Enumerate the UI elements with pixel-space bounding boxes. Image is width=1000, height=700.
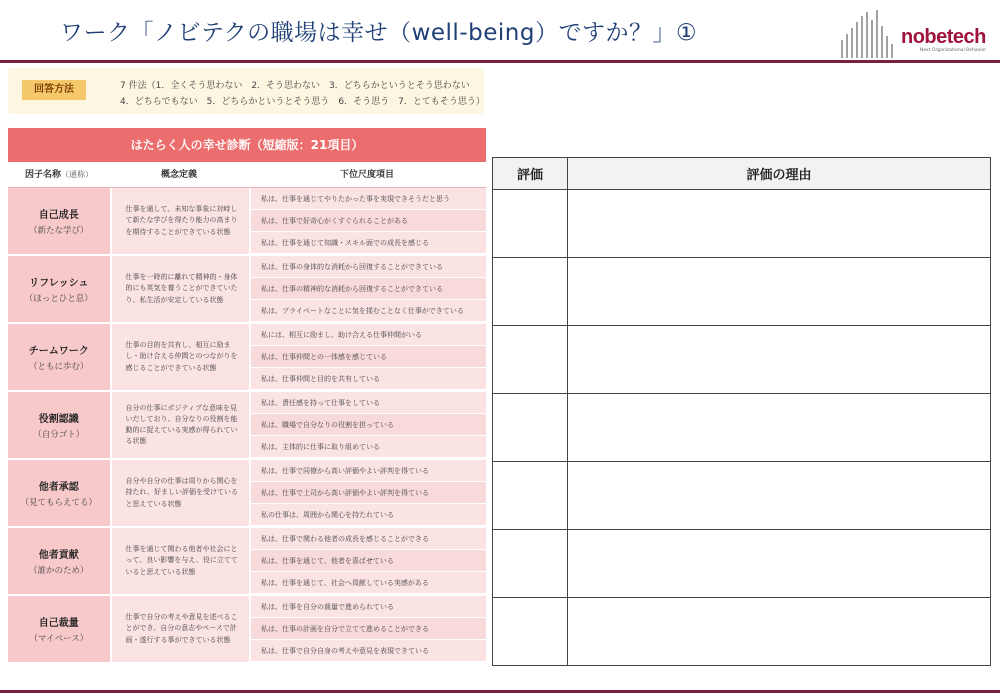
diagnosis-title: はたらく人の幸せ診断（短縮版：21項目） xyxy=(8,128,486,162)
factor-alias: （見てもらえてる） xyxy=(20,498,98,508)
factor-items xyxy=(251,460,486,526)
factor-items xyxy=(251,596,486,662)
factor-item: 私は、プライベートなことに気を揉むことなく仕事ができている xyxy=(251,300,486,322)
factor-name-cell xyxy=(8,324,110,390)
factor-definition: 仕事を一時的に離れて精神的・身体的にも英気を養うことができていたり、私生活が安定している状態 xyxy=(112,256,249,322)
reason-cell[interactable] xyxy=(568,326,991,394)
evaluation-header-row xyxy=(493,158,991,190)
evaluation-table xyxy=(492,157,991,666)
factor-row xyxy=(8,324,486,392)
factor-alias: （ともに歩む） xyxy=(29,362,89,372)
answer-scale-line-2: 4．どちらでもない 5．どちらかというとそう思う 6．そう思う 7．とてもそう思う） xyxy=(120,97,485,107)
reason-cell[interactable] xyxy=(568,462,991,530)
evaluation-row xyxy=(493,326,991,394)
factor-name-cell xyxy=(8,460,110,526)
evaluation-row xyxy=(493,258,991,326)
factor-alias: （誰かのため） xyxy=(29,566,89,576)
factor-row xyxy=(8,528,486,596)
factor-item: 私は、仕事を通じてやりたかった事を実現できそうだと思う xyxy=(251,188,486,210)
header-definition: 概念定義 xyxy=(160,170,197,180)
header-rule xyxy=(0,60,1000,63)
brand-logo xyxy=(838,6,988,58)
factor-item: 私は、仕事を通じて、社会へ貢献している実感がある xyxy=(251,572,486,594)
factor-name: 役割認識 xyxy=(38,414,79,425)
evaluation-row xyxy=(493,530,991,598)
factor-name-cell xyxy=(8,596,110,662)
evaluation-row xyxy=(493,598,991,666)
factor-item: 私は、仕事仲間と目的を共有している xyxy=(251,368,486,390)
factor-row xyxy=(8,596,486,664)
factor-item: 私の仕事は、周囲から関心を持たれている xyxy=(251,504,486,526)
rating-cell[interactable] xyxy=(493,530,568,598)
factor-definition: 仕事の目的を共有し、相互に励まし・助け合える仲間とのつながりを感じることができている状態 xyxy=(112,324,249,390)
factor-items xyxy=(251,392,486,458)
factor-item: 私は、職場で自分なりの役割を担っている xyxy=(251,414,486,436)
diagnosis-header-row xyxy=(8,162,486,188)
reason-header: 評価の理由 xyxy=(568,158,991,190)
happiness-diagnosis-table xyxy=(8,128,486,668)
rating-cell[interactable] xyxy=(493,190,568,258)
factor-name-cell xyxy=(8,528,110,594)
reason-cell[interactable] xyxy=(568,598,991,666)
answer-method-label: 回答方法 xyxy=(22,80,86,100)
reason-cell[interactable] xyxy=(568,190,991,258)
factor-item: 私は、仕事を通じて知識・スキル面での成長を感じる xyxy=(251,232,486,254)
factor-items xyxy=(251,188,486,254)
factor-name: 他者承認 xyxy=(38,482,79,493)
evaluation-row xyxy=(493,462,991,530)
factor-alias: （マイペース） xyxy=(29,634,89,644)
reason-cell[interactable] xyxy=(568,258,991,326)
factor-name: 他者貢献 xyxy=(38,550,79,561)
factor-name: チームワーク xyxy=(28,346,89,357)
rating-cell[interactable] xyxy=(493,326,568,394)
factor-items xyxy=(251,324,486,390)
reason-cell[interactable] xyxy=(568,394,991,462)
factor-row xyxy=(8,188,486,256)
factor-definition: 自分の仕事にポジティブな意味を見いだしており、自分なりの役割を能動的に捉えている実感が得られている状態 xyxy=(112,392,249,458)
factor-row xyxy=(8,460,486,528)
footer-rule xyxy=(0,690,1000,693)
factor-alias: （自分ゴト） xyxy=(33,430,85,440)
answer-scale-line-1: 7 件法（1．全くそう思わない 2．そう思わない 3．どちらかというとそう思わない xyxy=(120,81,470,91)
factor-item: 私は、主体的に仕事に取り組めている xyxy=(251,436,486,458)
factor-item: 私は、仕事を自分の裁量で進められている xyxy=(251,596,486,618)
rating-cell[interactable] xyxy=(493,394,568,462)
factor-item: 私は、責任感を持って仕事をしている xyxy=(251,392,486,414)
factor-item: 私は、仕事で上司から高い評価やよい評判を得ている xyxy=(251,482,486,504)
evaluation-row xyxy=(493,190,991,258)
logo-bars-icon xyxy=(838,6,900,58)
evaluation-row xyxy=(493,394,991,462)
factor-name: リフレッシュ xyxy=(29,278,89,289)
factor-definition: 仕事を通して、未知な事象に対峙して新たな学びを得たり能力の高まりを期待することができている状態 xyxy=(112,188,249,254)
factor-item: 私には、相互に励まし、助け合える仕事仲間がいる xyxy=(251,324,486,346)
factor-item: 私は、仕事で同僚から高い評価やよい評判を得ている xyxy=(251,460,486,482)
page-title: ワーク「ノビテクの職場は幸せ（well-being）ですか？」① xyxy=(60,20,698,46)
factor-row xyxy=(8,392,486,460)
factor-definition: 仕事で自分の考えや意見を述べることができ、自分の意志やペースで計画・遂行する事ができている状態 xyxy=(112,596,249,662)
factor-item: 私は、仕事で好奇心がくすぐられることがある xyxy=(251,210,486,232)
factor-row xyxy=(8,256,486,324)
factor-name-cell xyxy=(8,392,110,458)
factor-name-cell xyxy=(8,256,110,322)
factor-definition: 仕事を通じて関わる他者や社会にとって、良い影響を与え、役に立てていると思えている状態 xyxy=(112,528,249,594)
rating-cell[interactable] xyxy=(493,258,568,326)
factor-alias: （ほっとひと息） xyxy=(24,294,93,304)
factor-item: 私は、仕事の計画を自分で立てて進めることができる xyxy=(251,618,486,640)
factor-definition: 自分や自分の仕事は周りから関心を持たれ、好ましい評価を受けていると思えている状態 xyxy=(112,460,249,526)
factor-items xyxy=(251,528,486,594)
rating-cell[interactable] xyxy=(493,462,568,530)
logo-wordmark: nobetech xyxy=(901,26,986,48)
factor-items xyxy=(251,256,486,322)
logo-tagline: Next Organizational Behavior xyxy=(920,48,987,53)
factor-alias: （新たな学び） xyxy=(29,226,89,236)
factor-name-cell xyxy=(8,188,110,254)
factor-item: 私は、仕事の身体的な消耗から回復することができている xyxy=(251,256,486,278)
factor-item: 私は、仕事で自分自身の考えや意見を表現できている xyxy=(251,640,486,662)
factor-item: 私は、仕事を通じて、他者を喜ばせている xyxy=(251,550,486,572)
factor-name: 自己裁量 xyxy=(38,618,79,629)
rating-header: 評価 xyxy=(493,158,568,190)
factor-item: 私は、仕事仲間との一体感を感じている xyxy=(251,346,486,368)
factor-item: 私は、仕事で関わる他者の成長を感じることができる xyxy=(251,528,486,550)
rating-cell[interactable] xyxy=(493,598,568,666)
header-items: 下位尺度項目 xyxy=(339,170,394,180)
factor-item: 私は、仕事の精神的な消耗から回復することができている xyxy=(251,278,486,300)
factor-name: 自己成長 xyxy=(38,210,79,221)
header-factor: 因子名称（通称） xyxy=(24,170,93,180)
answer-method-box xyxy=(8,68,484,114)
reason-cell[interactable] xyxy=(568,530,991,598)
